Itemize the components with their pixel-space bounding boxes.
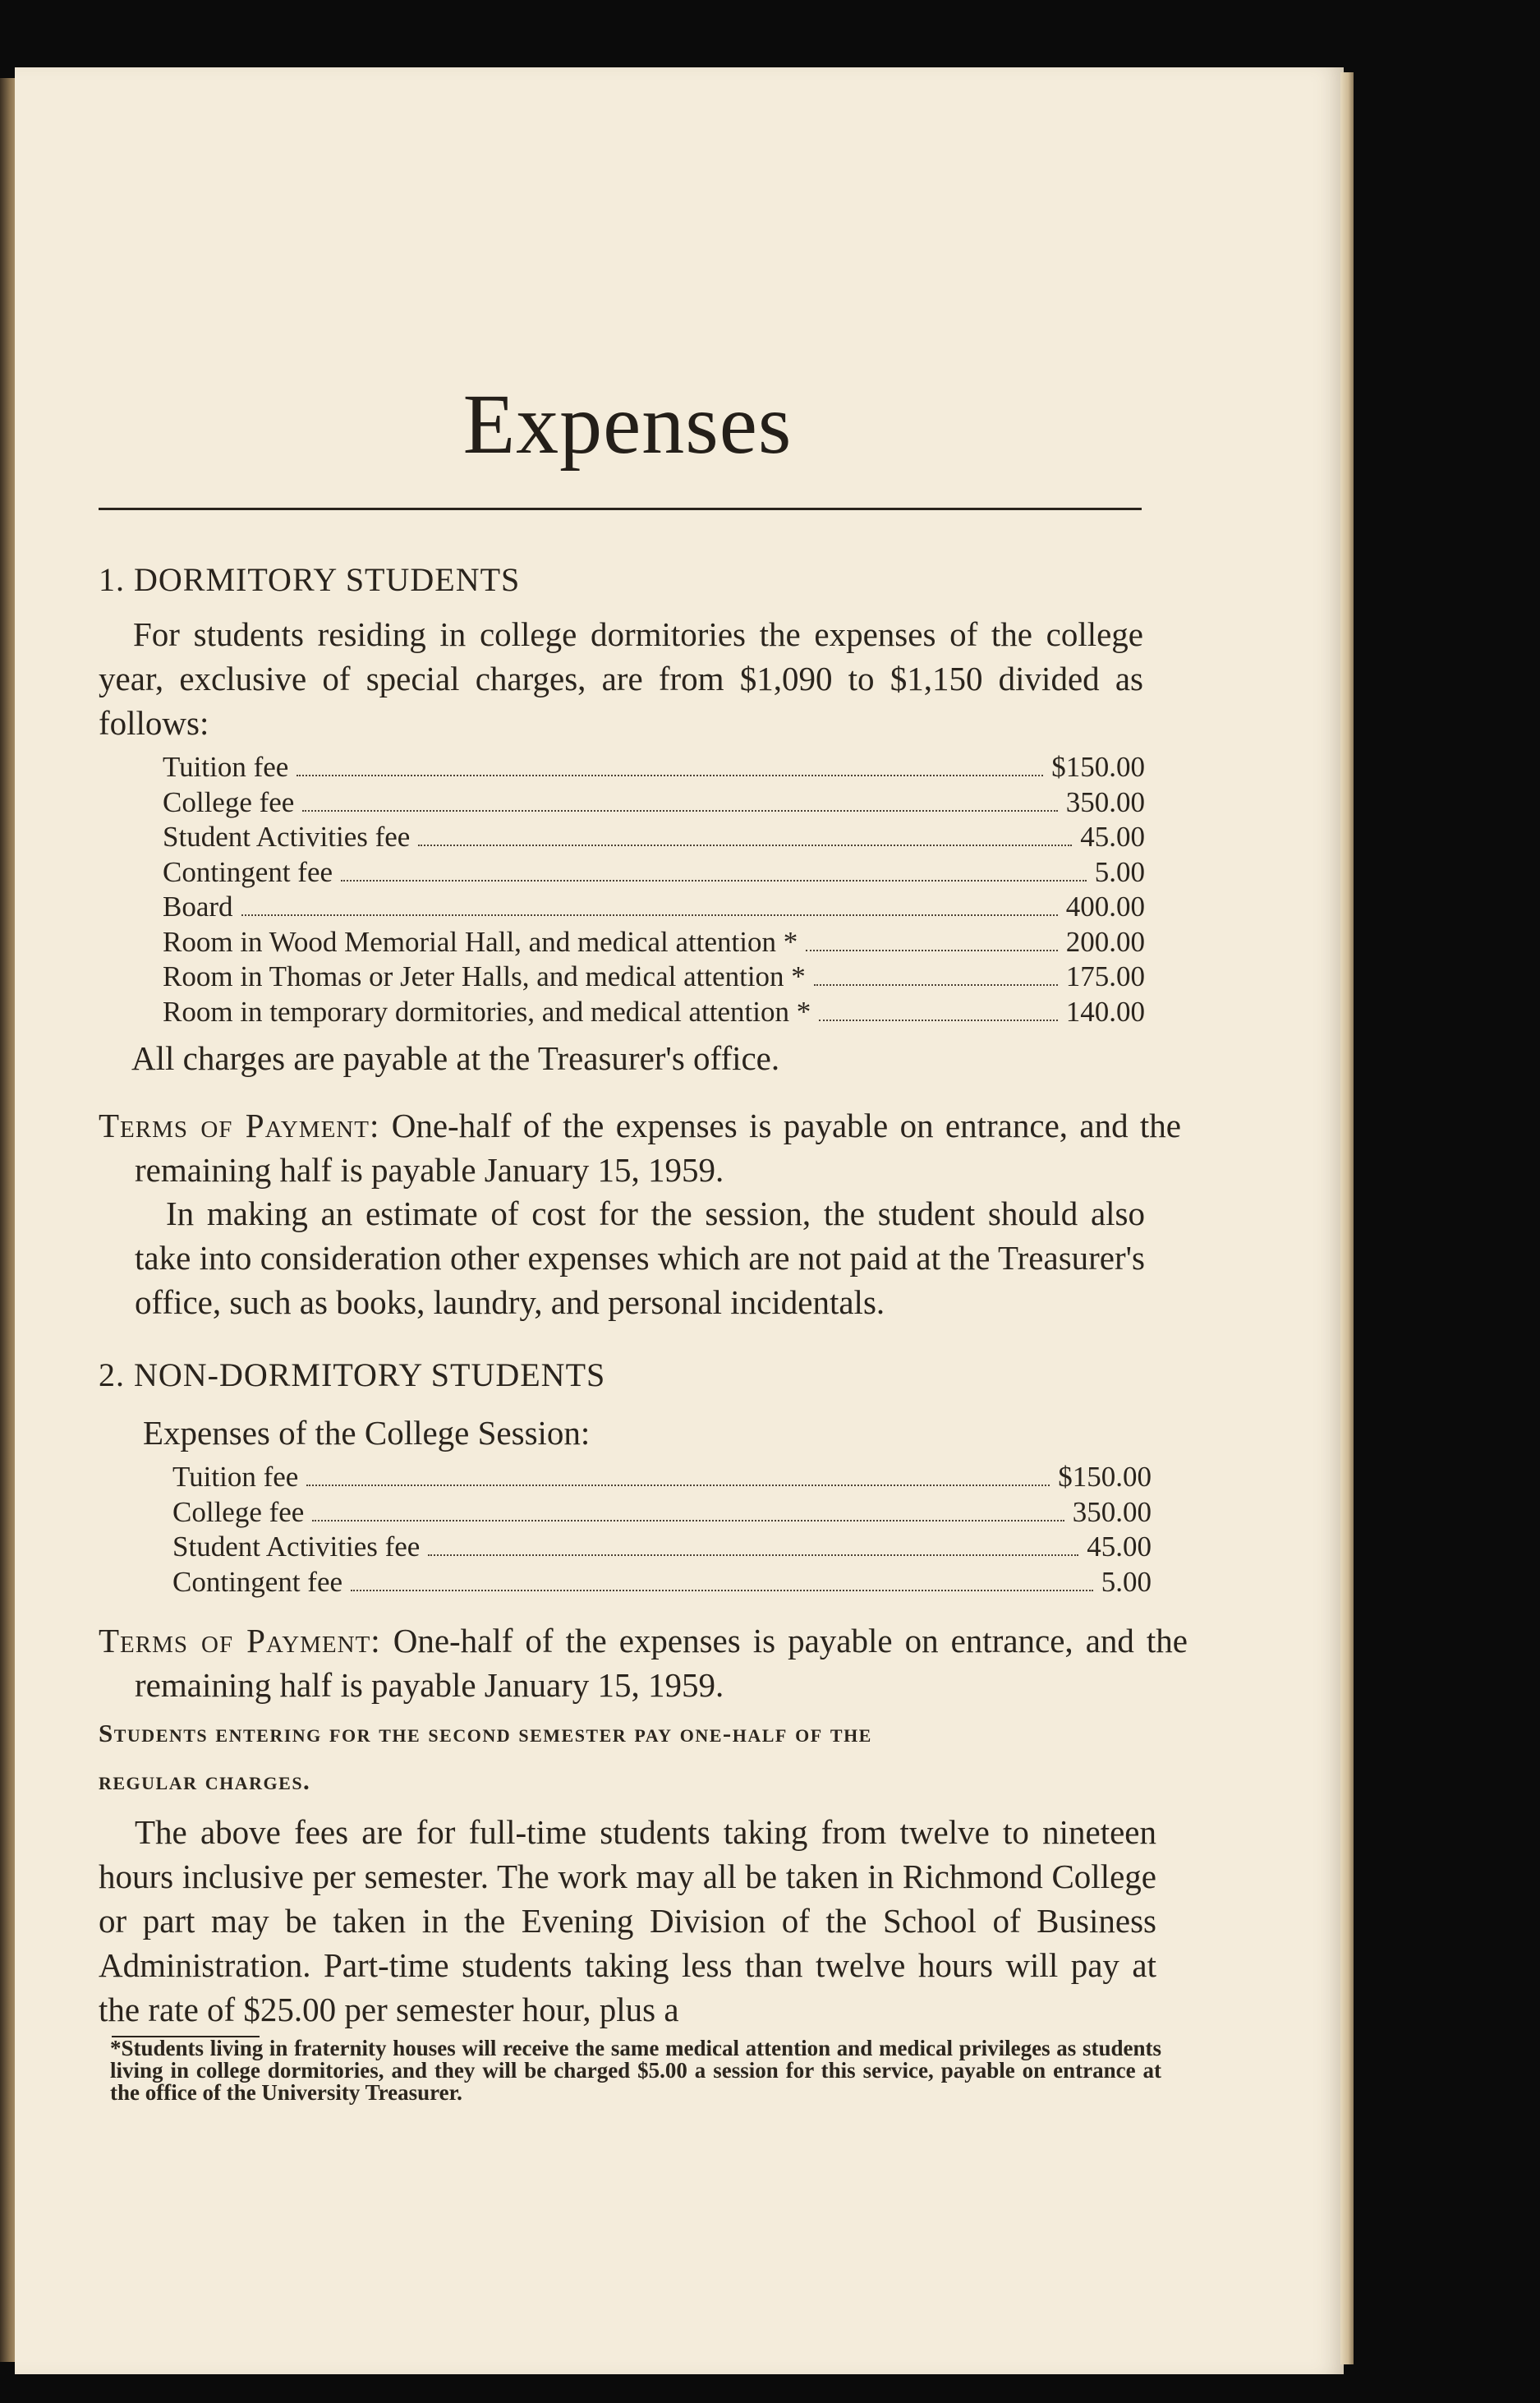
fee-amount: 200.00 <box>1065 925 1145 958</box>
fee-amount: 350.00 <box>1072 1495 1152 1528</box>
non-dormitory-fee-list <box>172 1461 1152 1600</box>
dot-leader <box>297 774 1043 776</box>
terms-of-payment-2 <box>99 1618 1188 1707</box>
fee-label: College fee <box>163 785 295 818</box>
dot-leader <box>341 879 1087 882</box>
dot-leader <box>312 1519 1064 1521</box>
dot-leader <box>306 1484 1050 1486</box>
fee-amount: 140.00 <box>1065 995 1145 1028</box>
page-content <box>80 67 1188 2374</box>
dot-leader <box>819 1019 1057 1021</box>
terms-of-payment-1 <box>99 1103 1181 1192</box>
title-rule <box>99 508 1142 510</box>
fee-amount: 175.00 <box>1065 960 1145 992</box>
dot-leader <box>351 1589 1093 1591</box>
page-edge <box>1340 72 1354 2364</box>
fee-row <box>163 996 1145 1031</box>
fee-row <box>163 856 1145 891</box>
terms-text-2: One-half of the expenses is payable on entrance, and the remaining half is payable January 15, 1959. <box>135 1622 1188 1704</box>
fee-amount: 45.00 <box>1080 821 1145 853</box>
fee-row <box>172 1566 1152 1601</box>
terms-text-1: One-half of the expenses is payable on entrance, and the remaining half is payable January 15, 1959. <box>135 1107 1181 1189</box>
fee-label: Student Activities fee <box>172 1531 421 1563</box>
dot-leader <box>302 809 1057 812</box>
fee-amount: 5.00 <box>1094 855 1145 888</box>
fee-row <box>163 926 1145 961</box>
fee-row <box>163 960 1145 996</box>
section2-intro: Expenses of the College Session: <box>143 1414 591 1452</box>
fee-label: Student Activities fee <box>163 821 411 853</box>
fee-label: Contingent fee <box>172 1565 343 1598</box>
fee-amount: 5.00 <box>1101 1565 1152 1598</box>
estimate-note: In making an estimate of cost for the session, the student should also take into consideration other expenses which are not paid at the Treasurer's office, such as books, laundry, and personal incidentals. <box>135 1195 1145 1321</box>
fee-label: Board <box>163 891 233 923</box>
dot-leader <box>814 983 1058 986</box>
dot-leader <box>428 1554 1078 1556</box>
second-semester-note-line1: Students entering for the second semester pay one-half of the <box>99 1719 872 1747</box>
fee-label: Tuition fee <box>163 751 289 783</box>
fee-label: College fee <box>172 1495 305 1528</box>
section1-intro: For students residing in college dormitories the expenses of the college year, exclusive of special charges, are from $1,090 to $1,150 divided as follows: <box>99 615 1143 742</box>
fee-row <box>163 786 1145 822</box>
footnote: *Students living in fraternity houses will receive the same medical attention and medical privileges as students living in college dormitories, and they will be charged $5.00 a session for this service, payable on entrance at the office of the University Treasurer. <box>110 2036 1161 2105</box>
fulltime-note: The above fees are for full-time students taking from twelve to nineteen hours inclusive per semester. The work may all be taken in Richmond College or part may be taken in the Evening Division of the School of Business Administration. Part-time students taking less than twelve hours will pay at the rate of $25.00 per semester hour, plus a <box>99 1813 1156 2028</box>
fee-label: Tuition fee <box>172 1461 299 1493</box>
dot-leader <box>418 844 1072 846</box>
fee-label: Room in Thomas or Jeter Halls, and medical attention * <box>163 960 806 992</box>
fee-row <box>172 1496 1152 1531</box>
fee-row <box>163 751 1145 786</box>
terms-label-2: Terms of Payment: <box>99 1622 381 1660</box>
dormitory-fee-list <box>163 751 1145 1030</box>
fee-label: Contingent fee <box>163 855 333 888</box>
fee-row <box>163 821 1145 856</box>
section2-heading: 2. NON-DORMITORY STUDENTS <box>99 1356 606 1393</box>
fee-row <box>172 1531 1152 1566</box>
fee-amount: $150.00 <box>1051 751 1145 783</box>
fee-amount: 350.00 <box>1065 785 1145 818</box>
page-title: Expenses <box>462 377 793 472</box>
book-page <box>15 67 1344 2374</box>
fee-label: Room in Wood Memorial Hall, and medical attention * <box>163 925 798 958</box>
fee-amount: $150.00 <box>1058 1461 1152 1493</box>
fee-amount: 400.00 <box>1065 891 1145 923</box>
charges-note: All charges are payable at the Treasurer's office. <box>131 1039 780 1077</box>
dot-leader <box>241 914 1058 916</box>
section1-heading: 1. DORMITORY STUDENTS <box>99 561 521 598</box>
fee-row <box>163 891 1145 926</box>
fee-amount: 45.00 <box>1087 1531 1152 1563</box>
fee-label: Room in temporary dormitories, and medical attention * <box>163 995 811 1028</box>
second-semester-note-line2: regular charges. <box>99 1766 311 1795</box>
fee-row <box>172 1461 1152 1496</box>
dot-leader <box>806 949 1058 951</box>
terms-label-1: Terms of Payment: <box>99 1107 380 1144</box>
